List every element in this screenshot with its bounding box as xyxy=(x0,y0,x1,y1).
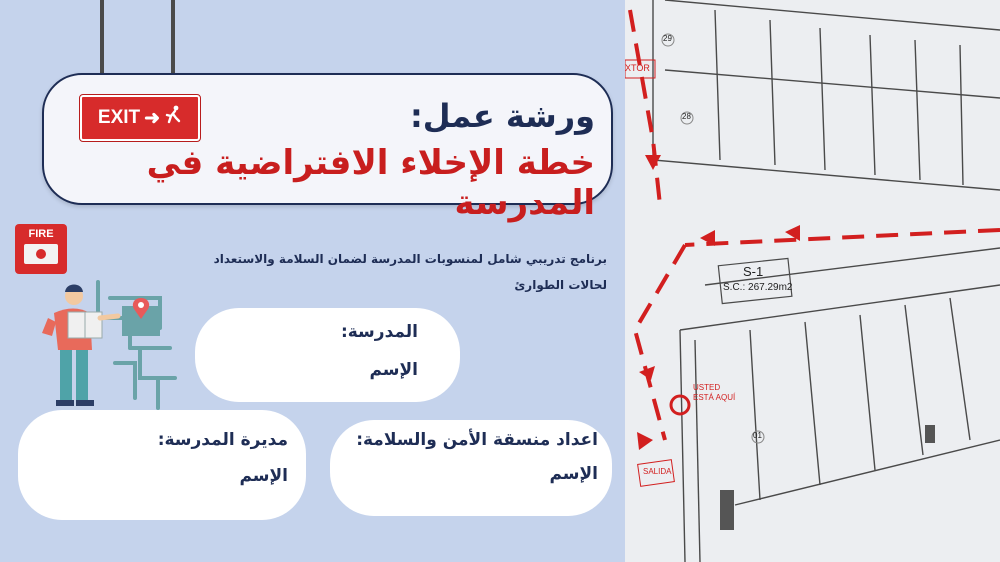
fire-alarm-label: FIRE xyxy=(28,228,54,240)
principal-card xyxy=(18,410,306,520)
s1-area-label: S.C.: 267.29m2 xyxy=(723,282,793,293)
principal-name-value: الإسم xyxy=(239,466,288,486)
you-are-here-label: USTED ESTÁ AQUÍ xyxy=(693,383,736,402)
room-number-28: 28 xyxy=(682,112,691,121)
floor-plan-drawing xyxy=(625,0,1000,562)
room-number-29: 29 xyxy=(663,34,672,43)
school-name-value: الإسم xyxy=(369,360,418,380)
school-label: المدرسة: xyxy=(340,322,418,342)
coordinator-name-value: الإسم xyxy=(549,464,598,484)
principal-label: مديرة المدرسة: xyxy=(157,430,288,450)
coordinator-card xyxy=(330,420,612,516)
subtitle: برنامج تدريبي شامل لمنسوبات المدرسة لضمان السلامة والاستعداد لحالات الطوارئ xyxy=(213,252,607,292)
page-title-line1: ورشة عمل: xyxy=(410,97,595,135)
exit-sign xyxy=(80,95,200,141)
room-number-01: 01 xyxy=(753,431,762,440)
school-card xyxy=(195,308,460,402)
page-title-line2: خطة الإخلاء الافتراضية في المدرسة xyxy=(146,143,595,223)
arrow-right-icon: ➜ xyxy=(144,107,161,129)
salida-label: SALIDA xyxy=(643,467,672,476)
coordinator-label: اعداد منسقة الأمن والسلامة: xyxy=(356,430,598,450)
evacuation-floor-plan-photo xyxy=(625,0,1000,562)
s1-label: S-1 xyxy=(743,264,764,279)
exit-label: XTOR xyxy=(625,63,650,73)
exit-sign-label: EXIT xyxy=(97,107,141,128)
running-person-icon xyxy=(164,105,182,131)
fire-alarm-icon xyxy=(15,224,67,274)
alarm-button-icon xyxy=(24,244,58,264)
person-with-map-illustration xyxy=(40,278,180,413)
